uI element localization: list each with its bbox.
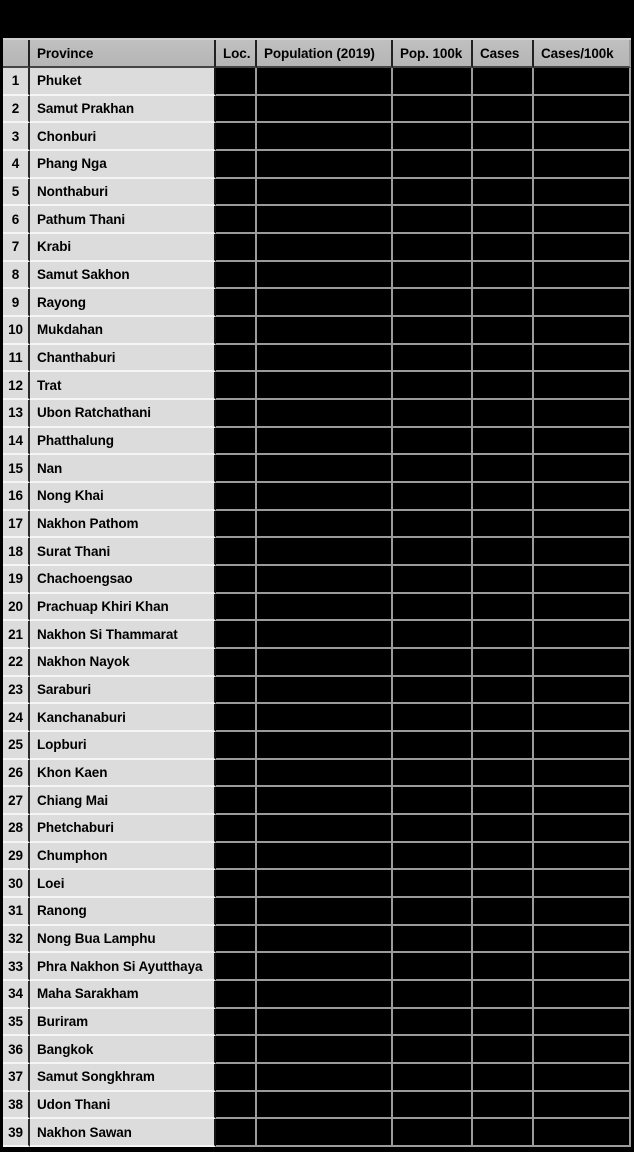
pop-100k-cell-redacted <box>393 677 473 705</box>
pop-100k-cell-redacted <box>393 760 473 788</box>
population-cell-redacted <box>257 151 393 179</box>
loc-cell-redacted <box>216 787 257 815</box>
province-name: Loei <box>30 870 216 898</box>
pop-100k-cell-redacted <box>393 870 473 898</box>
loc-cell-redacted <box>216 1036 257 1064</box>
cases-cell-redacted <box>473 870 534 898</box>
cases-100k-cell-redacted <box>534 68 631 96</box>
cases-100k-cell-redacted <box>534 870 631 898</box>
cases-100k-cell-redacted <box>534 511 631 539</box>
population-cell-redacted <box>257 704 393 732</box>
cases-cell-redacted <box>473 926 534 954</box>
header-province: Province <box>30 40 216 68</box>
province-name: Mukdahan <box>30 317 216 345</box>
province-name: Rayong <box>30 289 216 317</box>
population-cell-redacted <box>257 787 393 815</box>
pop-100k-cell-redacted <box>393 262 473 290</box>
population-cell-redacted <box>257 594 393 622</box>
pop-100k-cell-redacted <box>393 1036 473 1064</box>
population-cell-redacted <box>257 123 393 151</box>
province-name: Nong Bua Lamphu <box>30 926 216 954</box>
population-cell-redacted <box>257 898 393 926</box>
row-rank: 20 <box>3 594 30 622</box>
cases-100k-cell-redacted <box>534 1092 631 1120</box>
row-rank: 19 <box>3 566 30 594</box>
loc-cell-redacted <box>216 1064 257 1092</box>
province-name: Nakhon Nayok <box>30 649 216 677</box>
pop-100k-cell-redacted <box>393 538 473 566</box>
cases-cell-redacted <box>473 234 534 262</box>
cases-cell-redacted <box>473 815 534 843</box>
cases-100k-cell-redacted <box>534 455 631 483</box>
province-name: Saraburi <box>30 677 216 705</box>
cases-cell-redacted <box>473 677 534 705</box>
cases-cell-redacted <box>473 704 534 732</box>
cases-100k-cell-redacted <box>534 345 631 373</box>
cases-100k-cell-redacted <box>534 760 631 788</box>
cases-100k-cell-redacted <box>534 400 631 428</box>
province-name: Phatthalung <box>30 428 216 456</box>
row-rank: 16 <box>3 483 30 511</box>
loc-cell-redacted <box>216 1119 257 1147</box>
row-rank: 24 <box>3 704 30 732</box>
population-cell-redacted <box>257 317 393 345</box>
loc-cell-redacted <box>216 760 257 788</box>
population-cell-redacted <box>257 289 393 317</box>
province-name: Ubon Ratchathani <box>30 400 216 428</box>
cases-100k-cell-redacted <box>534 621 631 649</box>
province-name: Prachuap Khiri Khan <box>30 594 216 622</box>
cases-cell-redacted <box>473 455 534 483</box>
loc-cell-redacted <box>216 538 257 566</box>
pop-100k-cell-redacted <box>393 483 473 511</box>
province-name: Krabi <box>30 234 216 262</box>
row-rank: 17 <box>3 511 30 539</box>
province-name: Khon Kaen <box>30 760 216 788</box>
header-cases-100k: Cases/100k <box>534 40 631 68</box>
row-rank: 38 <box>3 1092 30 1120</box>
cases-cell-redacted <box>473 400 534 428</box>
cases-cell-redacted <box>473 1092 534 1120</box>
loc-cell-redacted <box>216 317 257 345</box>
cases-100k-cell-redacted <box>534 428 631 456</box>
cases-cell-redacted <box>473 898 534 926</box>
population-cell-redacted <box>257 1119 393 1147</box>
population-cell-redacted <box>257 455 393 483</box>
header-cases: Cases <box>473 40 534 68</box>
row-rank: 11 <box>3 345 30 373</box>
population-cell-redacted <box>257 511 393 539</box>
province-name: Chonburi <box>30 123 216 151</box>
row-rank: 33 <box>3 953 30 981</box>
population-cell-redacted <box>257 649 393 677</box>
population-cell-redacted <box>257 483 393 511</box>
pop-100k-cell-redacted <box>393 926 473 954</box>
loc-cell-redacted <box>216 926 257 954</box>
loc-cell-redacted <box>216 898 257 926</box>
cases-cell-redacted <box>473 206 534 234</box>
pop-100k-cell-redacted <box>393 815 473 843</box>
province-name: Chumphon <box>30 843 216 871</box>
province-name: Nakhon Pathom <box>30 511 216 539</box>
loc-cell-redacted <box>216 870 257 898</box>
cases-100k-cell-redacted <box>534 1036 631 1064</box>
pop-100k-cell-redacted <box>393 123 473 151</box>
loc-cell-redacted <box>216 511 257 539</box>
cases-cell-redacted <box>473 262 534 290</box>
loc-cell-redacted <box>216 455 257 483</box>
pop-100k-cell-redacted <box>393 898 473 926</box>
row-rank: 9 <box>3 289 30 317</box>
population-cell-redacted <box>257 621 393 649</box>
loc-cell-redacted <box>216 372 257 400</box>
population-cell-redacted <box>257 760 393 788</box>
cases-cell-redacted <box>473 123 534 151</box>
cases-cell-redacted <box>473 511 534 539</box>
cases-cell-redacted <box>473 68 534 96</box>
province-name: Phuket <box>30 68 216 96</box>
loc-cell-redacted <box>216 96 257 124</box>
pop-100k-cell-redacted <box>393 428 473 456</box>
cases-cell-redacted <box>473 1036 534 1064</box>
province-name: Phang Nga <box>30 151 216 179</box>
cases-100k-cell-redacted <box>534 483 631 511</box>
cases-cell-redacted <box>473 345 534 373</box>
loc-cell-redacted <box>216 428 257 456</box>
row-rank: 8 <box>3 262 30 290</box>
cases-100k-cell-redacted <box>534 815 631 843</box>
loc-cell-redacted <box>216 345 257 373</box>
pop-100k-cell-redacted <box>393 621 473 649</box>
cases-100k-cell-redacted <box>534 1064 631 1092</box>
cases-cell-redacted <box>473 289 534 317</box>
row-rank: 26 <box>3 760 30 788</box>
loc-cell-redacted <box>216 566 257 594</box>
province-name: Nakhon Si Thammarat <box>30 621 216 649</box>
population-cell-redacted <box>257 870 393 898</box>
loc-cell-redacted <box>216 400 257 428</box>
cases-cell-redacted <box>473 760 534 788</box>
cases-100k-cell-redacted <box>534 953 631 981</box>
loc-cell-redacted <box>216 123 257 151</box>
row-rank: 15 <box>3 455 30 483</box>
cases-100k-cell-redacted <box>534 317 631 345</box>
cases-cell-redacted <box>473 1064 534 1092</box>
population-cell-redacted <box>257 677 393 705</box>
cases-cell-redacted <box>473 151 534 179</box>
province-name: Nakhon Sawan <box>30 1119 216 1147</box>
header-population: Population (2019) <box>257 40 393 68</box>
population-cell-redacted <box>257 179 393 207</box>
cases-100k-cell-redacted <box>534 96 631 124</box>
pop-100k-cell-redacted <box>393 732 473 760</box>
row-rank: 27 <box>3 787 30 815</box>
pop-100k-cell-redacted <box>393 234 473 262</box>
cases-cell-redacted <box>473 372 534 400</box>
row-rank: 25 <box>3 732 30 760</box>
province-name: Udon Thani <box>30 1092 216 1120</box>
pop-100k-cell-redacted <box>393 68 473 96</box>
cases-100k-cell-redacted <box>534 206 631 234</box>
row-rank: 6 <box>3 206 30 234</box>
cases-cell-redacted <box>473 538 534 566</box>
cases-cell-redacted <box>473 649 534 677</box>
row-rank: 7 <box>3 234 30 262</box>
cases-100k-cell-redacted <box>534 981 631 1009</box>
header-pop-100k: Pop. 100k <box>393 40 473 68</box>
row-rank: 12 <box>3 372 30 400</box>
province-name: Pathum Thani <box>30 206 216 234</box>
province-name: Chanthaburi <box>30 345 216 373</box>
population-cell-redacted <box>257 1009 393 1037</box>
loc-cell-redacted <box>216 953 257 981</box>
cases-cell-redacted <box>473 96 534 124</box>
loc-cell-redacted <box>216 815 257 843</box>
loc-cell-redacted <box>216 262 257 290</box>
pop-100k-cell-redacted <box>393 843 473 871</box>
row-rank: 35 <box>3 1009 30 1037</box>
pop-100k-cell-redacted <box>393 151 473 179</box>
pop-100k-cell-redacted <box>393 1009 473 1037</box>
cases-100k-cell-redacted <box>534 234 631 262</box>
population-cell-redacted <box>257 1036 393 1064</box>
population-cell-redacted <box>257 262 393 290</box>
province-name: Samut Sakhon <box>30 262 216 290</box>
population-cell-redacted <box>257 538 393 566</box>
population-cell-redacted <box>257 981 393 1009</box>
row-rank: 28 <box>3 815 30 843</box>
population-cell-redacted <box>257 68 393 96</box>
population-cell-redacted <box>257 345 393 373</box>
cases-cell-redacted <box>473 787 534 815</box>
pop-100k-cell-redacted <box>393 1092 473 1120</box>
cases-100k-cell-redacted <box>534 123 631 151</box>
header-index-blank <box>3 40 30 68</box>
province-name: Ranong <box>30 898 216 926</box>
cases-cell-redacted <box>473 843 534 871</box>
row-rank: 34 <box>3 981 30 1009</box>
loc-cell-redacted <box>216 234 257 262</box>
cases-cell-redacted <box>473 732 534 760</box>
pop-100k-cell-redacted <box>393 566 473 594</box>
pop-100k-cell-redacted <box>393 649 473 677</box>
cases-cell-redacted <box>473 179 534 207</box>
pop-100k-cell-redacted <box>393 317 473 345</box>
loc-cell-redacted <box>216 677 257 705</box>
province-name: Surat Thani <box>30 538 216 566</box>
province-name: Nonthaburi <box>30 179 216 207</box>
cases-100k-cell-redacted <box>534 289 631 317</box>
cases-100k-cell-redacted <box>534 179 631 207</box>
loc-cell-redacted <box>216 981 257 1009</box>
row-rank: 4 <box>3 151 30 179</box>
loc-cell-redacted <box>216 1092 257 1120</box>
row-rank: 31 <box>3 898 30 926</box>
row-rank: 2 <box>3 96 30 124</box>
cases-cell-redacted <box>473 483 534 511</box>
population-cell-redacted <box>257 926 393 954</box>
cases-100k-cell-redacted <box>534 787 631 815</box>
population-cell-redacted <box>257 372 393 400</box>
row-rank: 10 <box>3 317 30 345</box>
province-name: Samut Songkhram <box>30 1064 216 1092</box>
population-cell-redacted <box>257 1092 393 1120</box>
loc-cell-redacted <box>216 289 257 317</box>
loc-cell-redacted <box>216 621 257 649</box>
pop-100k-cell-redacted <box>393 704 473 732</box>
cases-100k-cell-redacted <box>534 538 631 566</box>
loc-cell-redacted <box>216 1009 257 1037</box>
loc-cell-redacted <box>216 68 257 96</box>
pop-100k-cell-redacted <box>393 345 473 373</box>
cases-100k-cell-redacted <box>534 677 631 705</box>
cases-100k-cell-redacted <box>534 1009 631 1037</box>
pop-100k-cell-redacted <box>393 981 473 1009</box>
cases-cell-redacted <box>473 621 534 649</box>
cases-100k-cell-redacted <box>534 898 631 926</box>
row-rank: 21 <box>3 621 30 649</box>
row-rank: 18 <box>3 538 30 566</box>
population-cell-redacted <box>257 400 393 428</box>
cases-cell-redacted <box>473 317 534 345</box>
loc-cell-redacted <box>216 843 257 871</box>
cases-100k-cell-redacted <box>534 372 631 400</box>
cases-100k-cell-redacted <box>534 926 631 954</box>
row-rank: 36 <box>3 1036 30 1064</box>
province-name: Phra Nakhon Si Ayutthaya <box>30 953 216 981</box>
cases-cell-redacted <box>473 428 534 456</box>
province-name: Trat <box>30 372 216 400</box>
row-rank: 29 <box>3 843 30 871</box>
province-name: Lopburi <box>30 732 216 760</box>
population-cell-redacted <box>257 1064 393 1092</box>
cases-cell-redacted <box>473 953 534 981</box>
cases-cell-redacted <box>473 1009 534 1037</box>
pop-100k-cell-redacted <box>393 953 473 981</box>
loc-cell-redacted <box>216 594 257 622</box>
pop-100k-cell-redacted <box>393 400 473 428</box>
population-cell-redacted <box>257 815 393 843</box>
cases-100k-cell-redacted <box>534 843 631 871</box>
cases-100k-cell-redacted <box>534 704 631 732</box>
population-cell-redacted <box>257 234 393 262</box>
population-cell-redacted <box>257 953 393 981</box>
cases-cell-redacted <box>473 594 534 622</box>
province-name: Chachoengsao <box>30 566 216 594</box>
cases-100k-cell-redacted <box>534 1119 631 1147</box>
province-name: Nong Khai <box>30 483 216 511</box>
pop-100k-cell-redacted <box>393 96 473 124</box>
row-rank: 13 <box>3 400 30 428</box>
pop-100k-cell-redacted <box>393 1119 473 1147</box>
pop-100k-cell-redacted <box>393 787 473 815</box>
loc-cell-redacted <box>216 704 257 732</box>
row-rank: 39 <box>3 1119 30 1147</box>
row-rank: 14 <box>3 428 30 456</box>
population-cell-redacted <box>257 428 393 456</box>
province-name: Buriram <box>30 1009 216 1037</box>
cases-100k-cell-redacted <box>534 594 631 622</box>
population-cell-redacted <box>257 566 393 594</box>
pop-100k-cell-redacted <box>393 455 473 483</box>
province-covid-table <box>3 38 631 1147</box>
pop-100k-cell-redacted <box>393 511 473 539</box>
pop-100k-cell-redacted <box>393 206 473 234</box>
loc-cell-redacted <box>216 206 257 234</box>
row-rank: 37 <box>3 1064 30 1092</box>
cases-100k-cell-redacted <box>534 262 631 290</box>
cases-100k-cell-redacted <box>534 566 631 594</box>
row-rank: 22 <box>3 649 30 677</box>
loc-cell-redacted <box>216 151 257 179</box>
header-loc: Loc. <box>216 40 257 68</box>
row-rank: 3 <box>3 123 30 151</box>
province-name: Samut Prakhan <box>30 96 216 124</box>
loc-cell-redacted <box>216 483 257 511</box>
row-rank: 1 <box>3 68 30 96</box>
province-name: Nan <box>30 455 216 483</box>
cases-100k-cell-redacted <box>534 151 631 179</box>
loc-cell-redacted <box>216 732 257 760</box>
population-cell-redacted <box>257 206 393 234</box>
province-name: Maha Sarakham <box>30 981 216 1009</box>
loc-cell-redacted <box>216 179 257 207</box>
row-rank: 30 <box>3 870 30 898</box>
pop-100k-cell-redacted <box>393 179 473 207</box>
loc-cell-redacted <box>216 649 257 677</box>
cases-100k-cell-redacted <box>534 649 631 677</box>
row-rank: 5 <box>3 179 30 207</box>
cases-100k-cell-redacted <box>534 732 631 760</box>
cases-cell-redacted <box>473 981 534 1009</box>
pop-100k-cell-redacted <box>393 289 473 317</box>
pop-100k-cell-redacted <box>393 1064 473 1092</box>
cases-cell-redacted <box>473 566 534 594</box>
row-rank: 23 <box>3 677 30 705</box>
row-rank: 32 <box>3 926 30 954</box>
pop-100k-cell-redacted <box>393 594 473 622</box>
pop-100k-cell-redacted <box>393 372 473 400</box>
province-name: Chiang Mai <box>30 787 216 815</box>
cases-cell-redacted <box>473 1119 534 1147</box>
province-name: Bangkok <box>30 1036 216 1064</box>
population-cell-redacted <box>257 732 393 760</box>
population-cell-redacted <box>257 843 393 871</box>
province-name: Kanchanaburi <box>30 704 216 732</box>
population-cell-redacted <box>257 96 393 124</box>
province-name: Phetchaburi <box>30 815 216 843</box>
